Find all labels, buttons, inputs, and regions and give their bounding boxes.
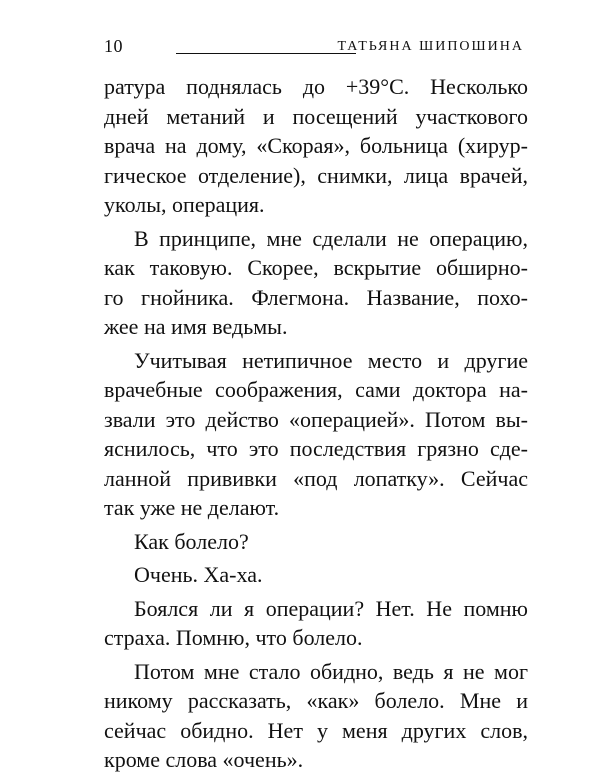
paragraph bbox=[104, 72, 528, 220]
text-line: Потом мне стало обидно, ведь я не мог bbox=[134, 658, 528, 684]
paragraph bbox=[104, 657, 528, 775]
text-line: кроме слова «очень». bbox=[104, 747, 304, 772]
paragraph bbox=[104, 527, 528, 557]
text-line: врачебные соображения, сами доктора на- bbox=[104, 377, 528, 402]
text-line: Очень. Ха-ха. bbox=[134, 562, 263, 587]
text-line: как таковую. Скорее, вскрытие обширно- bbox=[104, 255, 528, 280]
text-line: гическое отделение), снимки, лица врачей, bbox=[104, 162, 528, 188]
text-line: жее на имя ведьмы. bbox=[104, 314, 288, 339]
text-line: го гнойника. Флегмона. Название, похо- bbox=[104, 284, 528, 310]
paragraph bbox=[104, 346, 528, 523]
text-line: В принципе, мне сделали не операцию, bbox=[134, 225, 528, 251]
text-line: сейчас обидно. Нет у меня других слов, bbox=[104, 717, 528, 743]
text-line: Учитывая нетипичное место и другие bbox=[134, 347, 528, 373]
text-line: уколы, операция. bbox=[104, 192, 265, 217]
header-rule bbox=[176, 53, 356, 54]
body-text bbox=[104, 72, 528, 779]
text-line: дней метаний и посещений участкового bbox=[104, 103, 528, 129]
text-line: так уже не делают. bbox=[104, 495, 280, 520]
page-header bbox=[104, 36, 524, 60]
text-line: никому рассказать, «как» болело. Мне и bbox=[104, 688, 528, 713]
text-line: Боялся ли я операции? Нет. Не помню bbox=[134, 595, 528, 621]
text-line: яснилось, что это последствия грязно сде- bbox=[104, 436, 528, 461]
text-line: врача на дому, «Скорая», больница (хирур- bbox=[104, 133, 528, 158]
paragraph bbox=[104, 594, 528, 653]
page-number: 10 bbox=[104, 36, 123, 56]
text-line: ратура поднялась до +39°С. Несколько bbox=[104, 74, 528, 99]
text-line: страха. Помню, что болело. bbox=[104, 625, 363, 650]
paragraph bbox=[104, 224, 528, 342]
paragraph bbox=[104, 560, 528, 590]
text-line: Как болело? bbox=[134, 528, 249, 554]
running-head-author: ТАТЬЯНА ШИПОШИНА bbox=[337, 39, 524, 54]
text-line: ланной прививки «под лопатку». Сейчас bbox=[104, 465, 528, 491]
text-line: звали это действо «операцией». Потом вы- bbox=[104, 406, 528, 432]
